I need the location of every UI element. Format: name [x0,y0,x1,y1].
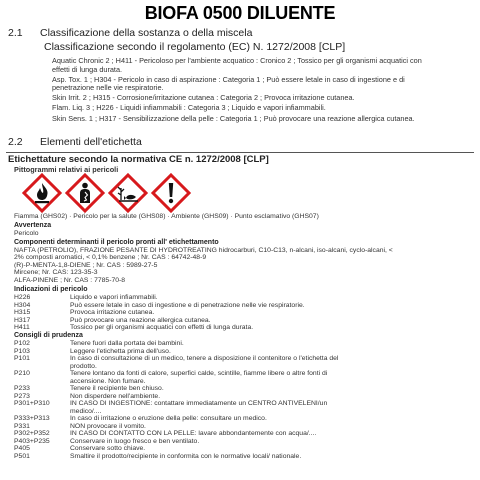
classification-row: effetti di lunga durata. [52,64,123,74]
precaution-row [14,348,338,356]
statement-text: NON provocare il vomito. [70,422,146,430]
statement-code: P403+P235 [14,437,50,445]
exclamation-pictogram-icon [151,173,191,213]
statement-code: H411 [14,324,30,331]
statement-text: Provoca irritazione cutanea. [70,309,155,316]
classification-row: penetrazione nelle vie respiratorie. [52,83,164,93]
precaution-row [14,385,338,393]
statement-text: Smaltire il prodotto/recipiente in conformita con le normative locali/ nationale. [70,452,302,460]
classification-row: Skin Irrit. 2 ; H315 - Corrosione/irritazione cutanea : Categoria 2 ; Provoca irritazione cutanea. [52,93,355,103]
statement-code: H315 [14,309,31,316]
hazard-statement-row [14,302,305,310]
statement-code: P102 [14,340,30,347]
component-line: Mircene; Nr. CAS: 123-35-3 [14,269,98,277]
classification-list [52,57,472,123]
statement-code: P405 [14,445,30,452]
statement-code [14,408,70,416]
precaution-row [14,378,338,386]
component-line: 2% composti aromatici, < 0,1% benzene ; Nr. CAS : 64742-48-9 [14,254,207,262]
pictogram-row [14,173,314,213]
pictograms-title: Pittogrammi relativi ai pericoli [14,165,119,174]
statement-code: P333+P313 [14,415,50,422]
statement-code: P501 [14,452,30,460]
statement-code [14,378,70,386]
statement-text: In caso di consultazione di un medico, tenere a disposizione il contenitore o l'etichetta del [70,355,339,362]
precaution-row [14,438,338,446]
statement-code: P301+P310 [14,400,50,407]
hazard-statements-block [14,286,305,332]
statement-text: Conservare sotto chiave. [70,445,146,452]
statement-code: P210 [14,370,30,377]
hazard-statement-row [14,317,305,325]
precaution-row [14,408,338,416]
component-line: ALFA-PINENE ; Nr. CAS : 7785-70-8 [14,276,126,284]
flame-pictogram-icon [22,173,62,213]
section-2-1-heading [8,27,252,39]
precaution-row [14,430,338,438]
statement-code [14,363,70,371]
classification-subheading: Classificazione secondo il regolamento (EC) N. 1272/2008 [CLP] [44,41,346,53]
statement-code: P302+P352 [14,430,50,437]
statement-text: Può essere letale in caso di ingestione e di penetrazione nelle vie respiratorie. [70,301,305,309]
section-2-2-heading [8,136,142,148]
classification-row: Aquatic Chronic 2 ; H411 - Pericoloso per l'ambiente acquatico : Cronico 2 ; Tossico per gli organismi acquatici con [52,56,422,65]
precaution-row [14,400,338,408]
statement-text: prodotto. [70,362,97,370]
label-title: Etichettature secondo la normativa CE n. 1272/2008 [CLP] [8,154,269,165]
precaution-row [14,453,338,461]
section-title: Classificazione della sostanza o della miscela [40,27,253,39]
components-block [14,239,393,285]
statement-text: Liquido e vapori infiammabili. [70,294,158,301]
statement-code: P103 [14,347,30,355]
classification-row: Flam. Liq. 3 ; H226 - Liquidi infiammabili : Categoria 3 ; Liquido e vapori infiammabili. [52,103,326,113]
statement-code: P273 [14,392,30,400]
component-line: (R)-P-MENTA-1,8-DIENE ; Nr. CAS : 5989-27-5 [14,261,158,269]
statement-text: Tenere fuori dalla portata dei bambini. [70,340,184,347]
precaution-row [14,415,338,423]
precaution-row [14,445,338,453]
statement-text: In caso di irritazione o eruzione della pelle: consultare un medico. [70,415,267,422]
classification-row: Asp. Tox. 1 ; H304 - Pericolo in caso di aspirazione : Categoria 1 ; Può essere letale in caso di ingestione e di [52,74,405,84]
statement-text: Tossico per gli organismi acquatici con effetti di lunga durata. [70,324,254,331]
components-title: Componenti determinanti il pericolo pronti all' etichettamento [14,239,219,246]
precaution-row [14,340,338,348]
hazard-statement-row [14,309,305,317]
precaution-row [14,363,338,371]
section-title: Elementi dell'etichetta [40,136,142,148]
document-title: BIOFA 0500 DILUENTE [144,3,336,23]
statement-text: IN CASO DI CONTATTO CON LA PELLE: lavare abbondantemente con acqua/.... [70,430,317,437]
precaution-row [14,393,338,401]
statement-text: accensione. Non fumare. [70,377,146,385]
statement-code: P331 [14,422,30,430]
environment-pictogram-icon [108,173,148,213]
statement-code: H226 [14,294,31,301]
classification-row: Skin Sens. 1 ; H317 - Sensibilizzazione della pelle : Categoria 1 ; Può provocare una reazione allergica cutanea. [52,113,415,123]
signal-word-title: Avvertenza [14,222,52,229]
precaution-row [14,370,338,378]
signal-word: Pericolo [14,229,39,237]
precaution-row [14,355,338,363]
statement-text: Tenere lontano da fonti di calore, superfici calde, scintille, fiamme libere o altre fonti di [70,370,328,377]
pictograms-caption: Fiamma (GHS02) · Pericolo per la salute (GHS08) · Ambiente (GHS09) · Punto esclamativo (GHS07) [14,213,319,220]
statement-text: medico/.... [70,407,102,415]
statement-code: P233 [14,385,30,392]
statement-text: IN CASO DI INGESTIONE: contattare immediatamente un CENTRO ANTIVELENI/un [70,400,328,407]
precaution-row [14,423,338,431]
statement-text: Non disperdere nell'ambiente. [70,392,161,400]
section-number: 2.2 [8,136,23,148]
hazard-statement-row [14,294,305,302]
section-divider [6,152,474,153]
hazard-statement-row [14,324,305,332]
statement-code: H304 [14,301,31,309]
component-line: NAFTA (PETROLIO), FRAZIONE PESANTE DI HYDROTREATING hidrocarburi, C10-C13, n-alcani, iso-alcani, cyclo-alcani, < [14,246,393,254]
precautionary-statements-block [14,332,338,460]
signal-word-block [14,222,51,237]
statement-text: Tenere il recipiente ben chiuso. [70,385,164,392]
statement-text: Può provocare una reazione allergica cutanea. [70,316,211,324]
health-hazard-pictogram-icon [65,173,105,213]
hazard-statements-title: Indicazioni di pericolo [14,286,88,293]
statement-code: H317 [14,316,31,324]
statement-text: Leggere l'etichetta prima dell'uso. [70,347,171,355]
statement-code: P101 [14,355,30,362]
precautionary-statements-title: Consigli di prudenza [14,332,83,339]
statement-text: Conservare in luogo fresco e ben ventilato. [70,437,200,445]
section-number: 2.1 [8,27,23,39]
